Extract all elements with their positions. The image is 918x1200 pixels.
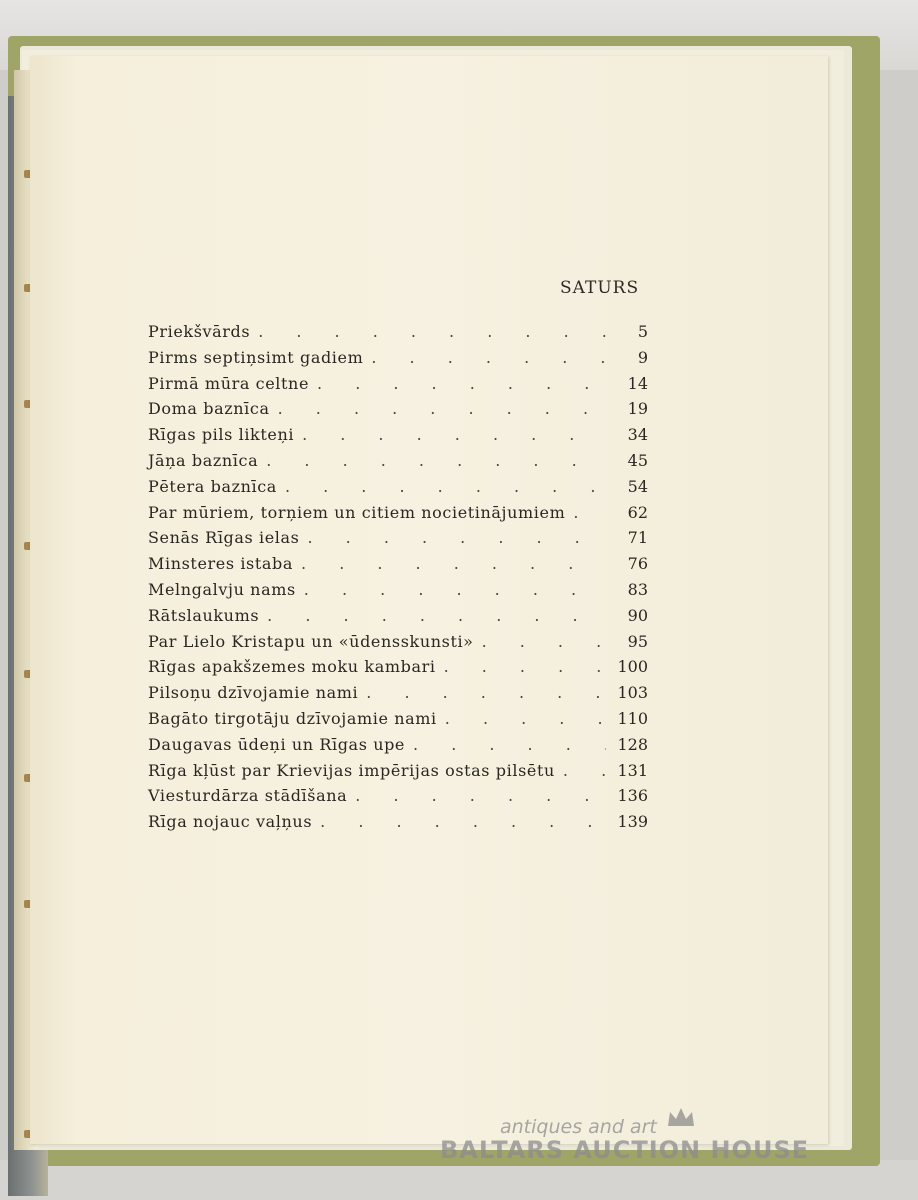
toc-entry-title: Minsteres istaba [148, 554, 294, 574]
toc-leader-dots [436, 657, 606, 676]
toc-leader-dots [277, 477, 606, 496]
toc-entry [148, 322, 648, 348]
toc-entry-page: 45 [627, 450, 648, 470]
toc-entry-title: Par Lielo Kristapu un «ūdensskunsti» [148, 631, 474, 651]
toc-entry-page: 83 [627, 579, 648, 599]
toc-leader-dots [363, 348, 606, 367]
toc-entry-title: Pilsoņu dzīvojamie nami [148, 683, 359, 703]
toc-leader-dots [293, 554, 606, 573]
toc-entry-title: Pētera baznīca [148, 476, 277, 496]
toc-entry [148, 528, 648, 554]
toc-entry-title: Melngalvju nams [148, 579, 296, 599]
toc-entry-title: Daugavas ūdeņi un Rīgas upe [148, 734, 406, 754]
toc-entry [148, 812, 648, 838]
toc-entry-page: 103 [617, 683, 648, 703]
toc-entry [148, 451, 648, 477]
toc-entry-page: 136 [617, 786, 648, 806]
toc-entry-title: Viesturdārza stādīšana [148, 786, 348, 806]
toc-entry-page: 131 [617, 760, 648, 780]
toc-leader-dots [309, 374, 606, 393]
toc-entry-title: Pirmā mūra celtne [148, 373, 310, 393]
toc-leader-dots [258, 451, 606, 470]
toc-entry [148, 554, 648, 580]
toc-entry-title: Rīgas apakšzemes moku kambari [148, 657, 436, 677]
toc-leader-dots [555, 761, 606, 780]
toc-entry-page: 14 [627, 373, 648, 393]
toc-entry-title: Rīgas pils likteņi [148, 425, 295, 445]
toc-entry-page: 9 [637, 347, 648, 367]
toc-leader-dots [312, 812, 606, 831]
toc-entry-title: Rātslaukums [148, 605, 260, 625]
toc-entry-page: 110 [617, 708, 648, 728]
toc-leader-dots [299, 528, 606, 547]
toc-entry [148, 786, 648, 812]
toc-entry-title: Pirms septiņsimt gadiem [148, 347, 364, 367]
toc-entry-title: Doma baznīca [148, 399, 270, 419]
toc-entry-page: 90 [627, 605, 648, 625]
toc-entry-title: Rīga nojauc vaļņus [148, 812, 313, 832]
toc-entry-title: Par mūriem, torņiem un citiem nocietinājumiem [148, 502, 566, 522]
toc-leader-dots [474, 632, 606, 651]
toc-leader-dots [358, 683, 606, 702]
toc-entry [148, 374, 648, 400]
toc-entry-page: 95 [627, 631, 648, 651]
toc-entry-title: Bagāto tirgotāju dzīvojamie nami [148, 708, 437, 728]
toc-entry-page: 54 [627, 476, 648, 496]
toc-leader-dots [347, 786, 606, 805]
watermark-brand: BALTARS AUCTION HOUSE [440, 1136, 810, 1164]
toc-entry-title: Senās Rīgas ielas [148, 528, 300, 548]
toc-entry-page: 5 [637, 322, 648, 341]
toc-entry [148, 657, 648, 683]
watermark [440, 1112, 840, 1172]
toc-leader-dots [296, 580, 606, 599]
toc-entry [148, 425, 648, 451]
toc-entry [148, 580, 648, 606]
toc-entry-page: 76 [627, 554, 648, 574]
toc-leader-dots [294, 425, 606, 444]
toc-entry-page: 19 [627, 399, 648, 419]
toc-leader-dots [437, 709, 606, 728]
table-of-contents [148, 322, 648, 838]
toc-leader-dots [405, 735, 606, 754]
toc-entry-page: 62 [627, 502, 648, 522]
toc-entry [148, 503, 648, 529]
toc-leader-dots [270, 399, 606, 418]
toc-entry-title: Rīga kļūst par Krievijas impērijas ostas pilsētu [148, 760, 555, 780]
toc-heading: SATURS [560, 278, 640, 298]
toc-entry [148, 709, 648, 735]
watermark-tagline: antiques and art [500, 1116, 657, 1138]
toc-entry-title: Priekšvārds [148, 322, 251, 341]
toc-leader-dots [259, 606, 606, 625]
toc-leader-dots [565, 503, 606, 522]
toc-entry [148, 606, 648, 632]
toc-entry [148, 477, 648, 503]
toc-entry [148, 735, 648, 761]
toc-entry [148, 348, 648, 374]
toc-entry [148, 761, 648, 787]
toc-entry [148, 632, 648, 658]
toc-entry-page: 139 [617, 812, 648, 832]
crown-icon [666, 1106, 696, 1130]
toc-leader-dots [250, 322, 606, 341]
toc-entry-page: 34 [627, 425, 648, 445]
toc-entry-page: 71 [627, 528, 648, 548]
toc-entry-page: 100 [617, 657, 648, 677]
toc-entry [148, 683, 648, 709]
toc-entry-title: Jāņa baznīca [148, 450, 259, 470]
toc-entry-page: 128 [617, 734, 648, 754]
toc-entry [148, 399, 648, 425]
